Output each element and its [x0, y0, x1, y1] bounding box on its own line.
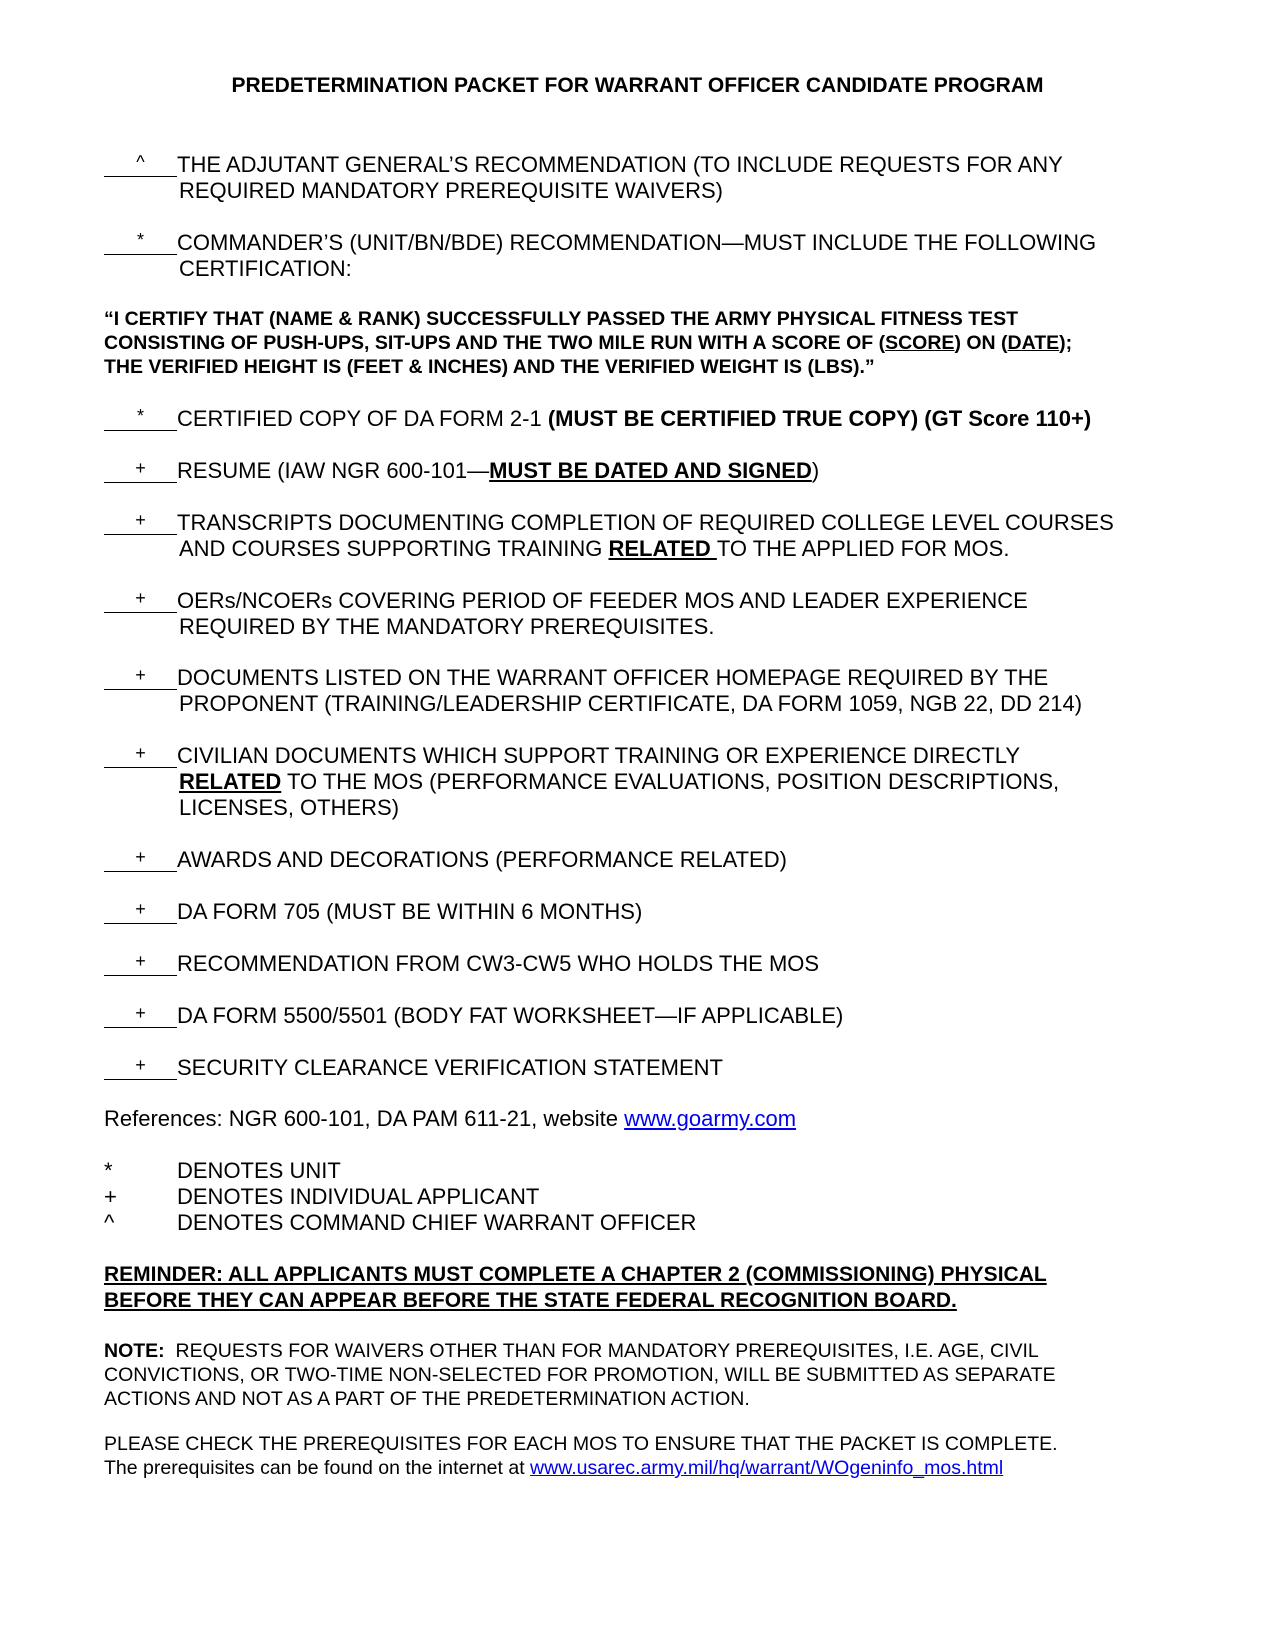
text-segment: RESUME (IAW NGR 600-101—	[177, 458, 490, 483]
checkbox-blank[interactable]: ^	[104, 152, 177, 177]
text-segment: DA FORM 5500/5501 (BODY FAT WORKSHEET—IF APPLICABLE)	[177, 1003, 844, 1028]
text-segment: TRANSCRIPTS DOCUMENTING COMPLETION OF REQUIRED COLLEGE LEVEL COURSES	[177, 510, 1114, 535]
text-segment: RELATED	[179, 769, 282, 794]
legend-symbol: +	[104, 1184, 117, 1209]
text-segment: AND COURSES SUPPORTING TRAINING	[179, 536, 609, 561]
checklist-item	[104, 899, 1175, 925]
legend-row	[104, 1158, 1175, 1184]
item-line	[177, 588, 1175, 614]
text-segment: LICENSES, OTHERS)	[179, 795, 400, 820]
item-text	[177, 1003, 1175, 1029]
reminder	[104, 1262, 1175, 1314]
text-segment: MUST BE DATED AND SIGNED	[489, 458, 812, 483]
goarmy-link[interactable]: www.goarmy.com	[624, 1106, 797, 1131]
certification-statement	[104, 307, 1175, 379]
text-segment: RELATED	[608, 536, 717, 561]
references	[104, 1106, 1175, 1132]
text-segment: TO THE MOS (PERFORMANCE EVALUATIONS, POSITION DESCRIPTIONS,	[281, 769, 1060, 794]
text-segment: SECURITY CLEARANCE VERIFICATION STATEMENT	[177, 1055, 723, 1080]
text-segment: AWARDS AND DECORATIONS (PERFORMANCE RELATED)	[177, 847, 787, 872]
item-line	[179, 614, 1175, 640]
checkbox-blank[interactable]: +	[104, 588, 177, 613]
item-line	[179, 178, 1175, 204]
note-line: CONVICTIONS, OR TWO-TIME NON-SELECTED FOR PROMOTION, WILL BE SUBMITTED AS SEPARATE	[104, 1364, 1056, 1386]
item-line	[179, 536, 1175, 562]
item-text	[177, 510, 1175, 562]
legend-text: DENOTES INDIVIDUAL APPLICANT	[177, 1184, 540, 1209]
text-segment: REQUIRED MANDATORY PREREQUISITE WAIVERS)	[179, 178, 723, 203]
text-segment: REQUIRED BY THE MANDATORY PREREQUISITES.	[179, 614, 715, 639]
text-segment: DA FORM 705 (MUST BE WITHIN 6 MONTHS)	[177, 899, 643, 924]
item-line	[177, 1055, 1175, 1081]
text-segment: );	[1059, 332, 1073, 354]
item-line	[179, 769, 1175, 795]
item-text	[177, 1055, 1175, 1081]
checkbox-blank[interactable]: +	[104, 899, 177, 924]
item-line	[177, 458, 1175, 484]
item-line	[177, 406, 1175, 432]
text-segment: CERTIFICATION:	[179, 256, 352, 281]
checkbox-blank[interactable]: *	[104, 406, 177, 431]
item-text	[177, 665, 1175, 717]
checklist-item	[104, 847, 1175, 873]
checkbox-blank[interactable]: +	[104, 458, 177, 483]
item-text	[177, 152, 1175, 204]
text-segment: ) ON (	[954, 332, 1008, 354]
item-line	[177, 951, 1175, 977]
legend-row	[104, 1210, 1175, 1236]
checkbox-blank[interactable]: *	[104, 230, 177, 255]
item-line	[177, 665, 1175, 691]
item-line	[179, 256, 1175, 282]
prerequisites-note	[104, 1432, 1175, 1480]
text-segment: CERTIFIED COPY OF DA FORM 2-1	[177, 406, 548, 431]
text-segment: CIVILIAN DOCUMENTS WHICH SUPPORT TRAINING OR EXPERIENCE DIRECTLY	[177, 743, 1021, 768]
checkbox-blank[interactable]: +	[104, 951, 177, 976]
checkbox-blank[interactable]: +	[104, 847, 177, 872]
note-line: ACTIONS AND NOT AS A PART OF THE PREDETERMINATION ACTION.	[104, 1388, 750, 1410]
legend-symbol: ^	[104, 1210, 115, 1235]
item-text	[177, 588, 1175, 640]
checkbox-blank[interactable]: +	[104, 510, 177, 535]
prerequisites-line: PLEASE CHECK THE PREREQUISITES FOR EACH MOS TO ENSURE THAT THE PACKET IS COMPLETE.	[104, 1433, 1058, 1455]
checklist-item	[104, 743, 1175, 821]
checkbox-blank[interactable]: +	[104, 665, 177, 690]
legend-symbol: *	[104, 1158, 113, 1183]
legend	[104, 1158, 1175, 1236]
certification-line	[104, 355, 1175, 379]
note	[104, 1339, 1175, 1411]
checklist-item	[104, 665, 1175, 717]
certification-line	[104, 307, 1175, 331]
item-line	[177, 510, 1175, 536]
item-line	[177, 847, 1175, 873]
certification-line	[104, 331, 1175, 355]
reminder-line: REMINDER: ALL APPLICANTS MUST COMPLETE A CHAPTER 2 (COMMISSIONING) PHYSICAL	[104, 1263, 1047, 1286]
checklist-item	[104, 1003, 1175, 1029]
legend-text: DENOTES COMMAND CHIEF WARRANT OFFICER	[177, 1210, 697, 1235]
references-label: References: NGR 600-101, DA PAM 611-21, website	[104, 1106, 625, 1131]
item-text	[177, 230, 1175, 282]
item-text	[177, 899, 1175, 925]
text-segment: SCORE	[885, 332, 955, 354]
item-text	[177, 743, 1175, 821]
text-segment: OERs/NCOERs COVERING PERIOD OF FEEDER MOS AND LEADER EXPERIENCE	[177, 588, 1028, 613]
prerequisites-line: The prerequisites can be found on the internet at	[104, 1457, 531, 1479]
text-segment: DATE	[1007, 332, 1060, 354]
usarec-link[interactable]: www.usarec.army.mil/hq/warrant/WOgeninfo_mos.html	[530, 1457, 1004, 1479]
item-line	[177, 152, 1175, 178]
text-segment: THE ADJUTANT GENERAL’S RECOMMENDATION (TO INCLUDE REQUESTS FOR ANY	[177, 152, 1063, 177]
text-segment: PROPONENT (TRAINING/LEADERSHIP CERTIFICATE, DA FORM 1059, NGB 22, DD 214)	[179, 691, 1083, 716]
item-text	[177, 847, 1175, 873]
note-label: NOTE:	[104, 1340, 165, 1362]
text-segment: DOCUMENTS LISTED ON THE WARRANT OFFICER HOMEPAGE REQUIRED BY THE	[177, 665, 1049, 690]
reminder-line: BEFORE THEY CAN APPEAR BEFORE THE STATE FEDERAL RECOGNITION BOARD.	[104, 1289, 957, 1312]
text-segment: (MUST BE CERTIFIED TRUE COPY) (GT Score 110+)	[547, 406, 1092, 431]
checkbox-blank[interactable]: +	[104, 1055, 177, 1080]
document-title: PREDETERMINATION PACKET FOR WARRANT OFFICER CANDIDATE PROGRAM	[231, 74, 1044, 97]
item-line	[177, 743, 1175, 769]
text-segment: THE VERIFIED HEIGHT IS (FEET & INCHES) AND THE VERIFIED WEIGHT IS (LBS).”	[104, 356, 875, 378]
text-segment: TO THE APPLIED FOR MOS.	[716, 536, 1010, 561]
text-segment: RECOMMENDATION FROM CW3-CW5 WHO HOLDS THE MOS	[177, 951, 820, 976]
item-line	[177, 1003, 1175, 1029]
text-segment: “I CERTIFY THAT (NAME & RANK) SUCCESSFULLY PASSED THE ARMY PHYSICAL FITNESS TEST	[104, 308, 1019, 330]
text-segment: )	[811, 458, 820, 483]
checkbox-blank[interactable]: +	[104, 743, 177, 768]
checklist-item	[104, 1055, 1175, 1081]
item-line	[179, 795, 1175, 821]
text-segment: CONSISTING OF PUSH-UPS, SIT-UPS AND THE TWO MILE RUN WITH A SCORE OF (	[104, 332, 886, 354]
checklist-item	[104, 458, 1175, 484]
item-line	[177, 899, 1175, 925]
text-segment: COMMANDER’S (UNIT/BN/BDE) RECOMMENDATION—MUST INCLUDE THE FOLLOWING	[177, 230, 1097, 255]
checklist-item	[104, 230, 1175, 282]
item-text	[177, 951, 1175, 977]
checklist-item	[104, 588, 1175, 640]
checklist-item	[104, 510, 1175, 562]
item-text	[177, 406, 1175, 432]
item-line	[179, 691, 1175, 717]
item-text	[177, 458, 1175, 484]
checkbox-blank[interactable]: +	[104, 1003, 177, 1028]
note-line: REQUESTS FOR WAIVERS OTHER THAN FOR MANDATORY PREREQUISITES, I.E. AGE, CIVIL	[164, 1340, 1039, 1362]
checklist-item	[104, 406, 1175, 432]
checklist-item	[104, 152, 1175, 204]
checklist-item	[104, 951, 1175, 977]
item-line	[177, 230, 1175, 256]
legend-text: DENOTES UNIT	[177, 1158, 341, 1183]
legend-row	[104, 1184, 1175, 1210]
